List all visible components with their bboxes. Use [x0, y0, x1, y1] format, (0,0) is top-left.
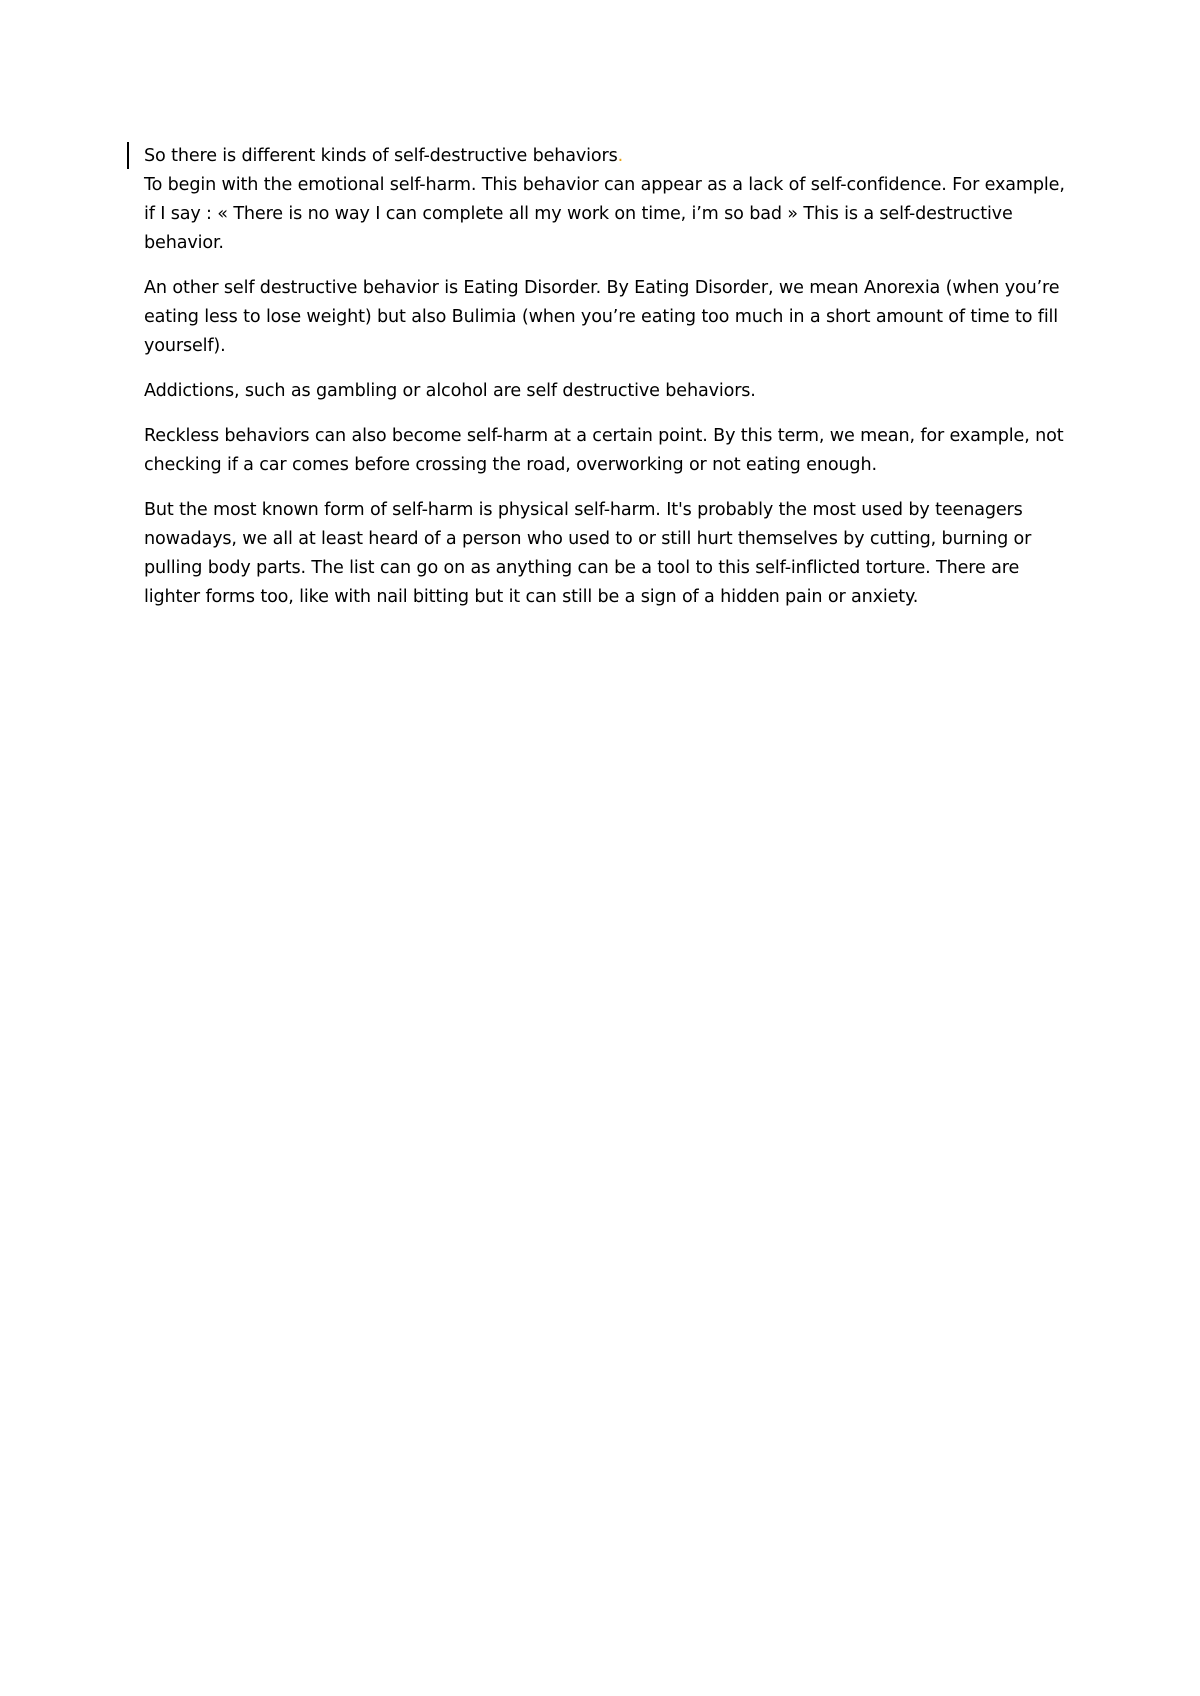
document-body[interactable] — [144, 142, 1074, 628]
revision-change-bar — [127, 142, 129, 169]
paragraph-1-text: So there is different kinds of self-destructive behaviors — [144, 146, 618, 166]
paragraph-4: Addictions, such as gambling or alcohol are self destructive behaviors. — [144, 381, 756, 401]
paragraph-2: To begin with the emotional self-harm. This behavior can appear as a lack of self-confidence. For example, if I say : « There is no way I can complete all my work on time, i’m so bad » This is a self-destructive behavior. — [144, 175, 1065, 253]
paragraph-1 — [144, 142, 1074, 171]
tracked-change-mark: . — [617, 146, 624, 166]
paragraph-6: But the most known form of self-harm is physical self-harm. It's probably the most used by teenagers nowadays, we all at least heard of a person who used to or still hurt themselves by cutting, burning or pulling body parts. The list can go on as anything can be a tool to this self-inflicted torture. There are lighter forms too, like with nail bitting but it can still be a sign of a hidden pain or anxiety. — [144, 500, 1032, 607]
paragraph-5: Reckless behaviors can also become self-harm at a certain point. By this term, we mean, for example, not checking if a car comes before crossing the road, overworking or not eating enough. — [144, 426, 1064, 475]
paragraph-3: An other self destructive behavior is Eating Disorder. By Eating Disorder, we mean Anorexia (when you’re eating less to lose weight) but also Bulimia (when you’re eating too much in a short amount of time to fill yourself). — [144, 278, 1060, 356]
